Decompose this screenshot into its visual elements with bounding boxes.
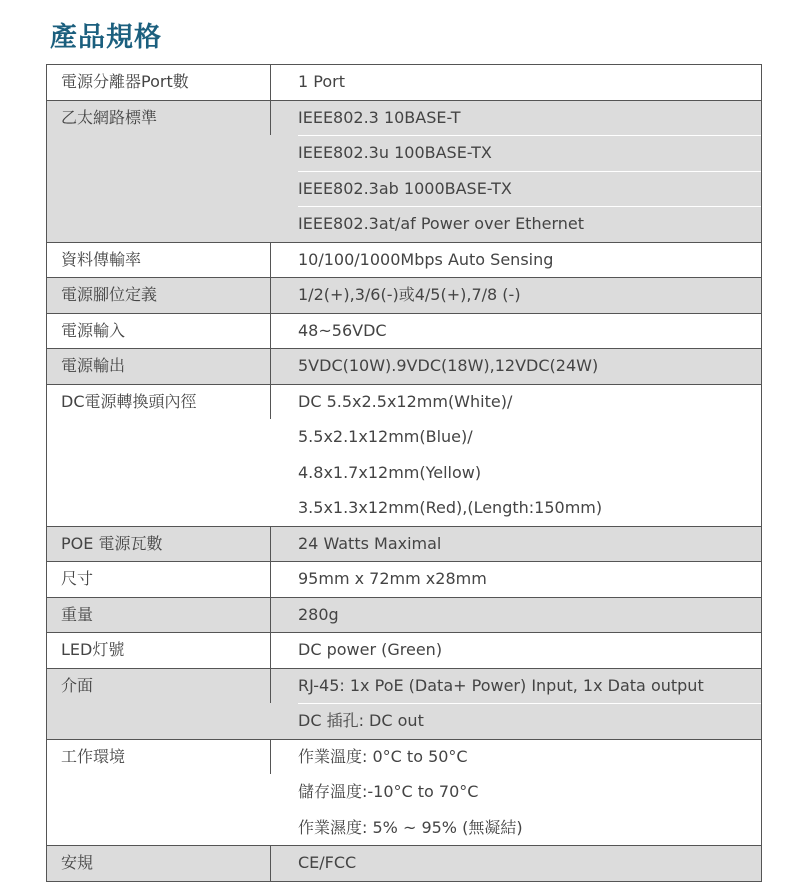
spec-row	[47, 598, 761, 634]
spec-values	[271, 314, 761, 349]
spec-label: 電源輸出	[47, 349, 271, 384]
spec-row	[47, 278, 761, 314]
spec-value: 儲存溫度:-10°C to 70°C	[298, 775, 761, 811]
spec-values	[271, 633, 761, 668]
spec-values	[271, 101, 761, 242]
spec-row	[47, 633, 761, 669]
spec-row	[47, 243, 761, 279]
spec-row	[47, 669, 761, 740]
spec-value: IEEE802.3 10BASE-T	[298, 101, 761, 137]
spec-label: 尺寸	[47, 562, 271, 597]
spec-label: POE 電源瓦數	[47, 527, 271, 562]
spec-value: 1 Port	[298, 72, 345, 91]
spec-value: 3.5x1.3x12mm(Red),(Length:150mm)	[298, 498, 603, 517]
spec-value: 5.5x2.1x12mm(Blue)/	[298, 420, 761, 456]
spec-values	[271, 349, 761, 384]
spec-value: DC 5.5x2.5x12mm(White)/	[298, 385, 761, 421]
spec-row	[47, 314, 761, 350]
spec-label: 重量	[47, 598, 271, 633]
spec-value: 10/100/1000Mbps Auto Sensing	[298, 249, 554, 269]
spec-row	[47, 349, 761, 385]
spec-row	[47, 562, 761, 598]
spec-values	[271, 385, 761, 526]
spec-values	[271, 527, 761, 562]
spec-table	[46, 64, 762, 882]
spec-row	[47, 527, 761, 563]
spec-values	[271, 846, 761, 881]
spec-value: 1/2(+),3/6(-)或4/5(+),7/8 (-)	[298, 285, 521, 304]
spec-value: RJ-45: 1x PoE (Data+ Power) Input, 1x Data output	[298, 669, 761, 705]
spec-values	[271, 243, 761, 278]
spec-values	[271, 740, 761, 846]
spec-values	[271, 562, 761, 597]
spec-value: 280g	[298, 604, 339, 624]
spec-row	[47, 65, 761, 101]
spec-label: 資料傳輸率	[47, 243, 271, 278]
spec-value: DC power (Green)	[298, 640, 443, 659]
spec-row	[47, 101, 761, 243]
spec-value: IEEE802.3ab 1000BASE-TX	[298, 172, 761, 208]
spec-label: 工作環境	[47, 740, 271, 775]
spec-label: LED灯號	[47, 633, 271, 668]
spec-label: 介面	[47, 669, 271, 704]
spec-values	[271, 669, 761, 739]
spec-value: IEEE802.3u 100BASE-TX	[298, 136, 761, 172]
spec-row	[47, 385, 761, 527]
spec-row	[47, 846, 761, 881]
spec-value: 作業濕度: 5% ~ 95% (無凝結)	[298, 817, 523, 837]
spec-label: 安規	[47, 846, 271, 881]
spec-label: 乙太網路標準	[47, 101, 271, 136]
spec-label: 電源分離器Port數	[47, 65, 271, 100]
page-title: 產品規格	[50, 22, 162, 53]
spec-values	[271, 598, 761, 633]
spec-value: IEEE802.3at/af Power over Ethernet	[298, 214, 584, 233]
spec-value: 48~56VDC	[298, 320, 387, 340]
spec-row	[47, 740, 761, 847]
spec-label: 電源輸入	[47, 314, 271, 349]
spec-value: 95mm x 72mm x28mm	[298, 569, 487, 588]
spec-values	[271, 65, 761, 100]
spec-value: 24 Watts Maximal	[298, 533, 442, 553]
spec-value: CE/FCC	[298, 853, 357, 872]
spec-label: DC電源轉換頭內徑	[47, 385, 271, 420]
spec-label: 電源腳位定義	[47, 278, 271, 313]
spec-value: 4.8x1.7x12mm(Yellow)	[298, 456, 761, 492]
spec-value: DC 插孔: DC out	[298, 711, 424, 730]
spec-value: 作業溫度: 0°C to 50°C	[298, 740, 761, 776]
spec-value: 5VDC(10W).9VDC(18W),12VDC(24W)	[298, 356, 599, 375]
spec-values	[271, 278, 761, 313]
